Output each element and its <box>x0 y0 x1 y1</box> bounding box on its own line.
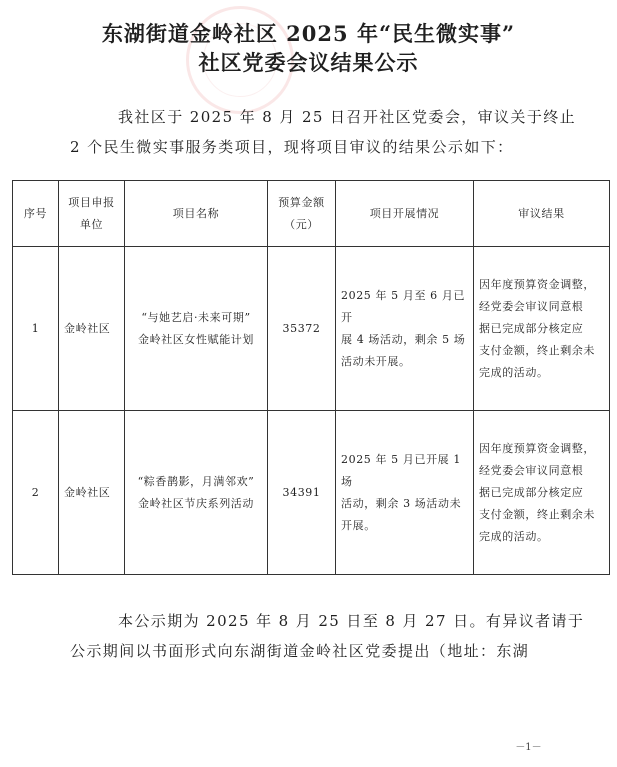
row-budget: 35372 <box>268 247 336 411</box>
page-title-line1: 东湖街道金岭社区 2025 年“民生微实事” <box>101 21 516 46</box>
page-title-line2: 社区党委会议结果公示 <box>198 50 419 75</box>
row-project-name: “与她艺启·未来可期” 金岭社区女性赋能计划 <box>125 247 268 411</box>
row-project-name: “粽香鹊影，月满邻欢” 金岭社区节庆系列活动 <box>125 411 268 575</box>
notice-line2: 公示期间以书面形式向东湖街道金岭社区党委提出（地址：东湖 <box>70 642 530 660</box>
row-seq: 2 <box>13 411 59 575</box>
row-result: 因年度预算资金调整， 经党委会审议同意根 据已完成部分核定应 支付金额，终止剩余未 完成的活动。 <box>474 247 610 411</box>
table-header-row <box>13 181 610 247</box>
header-name: 项目名称 <box>125 181 268 247</box>
header-seq: 序号 <box>13 181 59 247</box>
row-budget: 34391 <box>268 411 336 575</box>
header-result: 审议结果 <box>474 181 610 247</box>
header-unit: 项目申报 单位 <box>59 181 125 247</box>
notice-paragraph <box>70 606 590 666</box>
results-table <box>12 180 610 575</box>
intro-paragraph <box>70 102 590 162</box>
row-seq: 1 <box>13 247 59 411</box>
intro-line1: 我社区于 2025 年 8 月 25 日召开社区党委会，审议关于终止 <box>118 108 577 126</box>
table-row <box>13 411 610 575</box>
row-unit: 金岭社区 <box>59 247 125 411</box>
row-result: 因年度预算资金调整， 经党委会审议同意根 据已完成部分核定应 支付金额，终止剩余未 完成的活动。 <box>474 411 610 575</box>
intro-line2: 2 个民生微实事服务类项目，现将项目审议的结果公示如下： <box>70 138 514 156</box>
notice-line1: 本公示期为 2025 年 8 月 25 日至 8 月 27 日。有异议者请于 <box>118 612 585 630</box>
row-progress: 2025 年 5 月至 6 月已开 展 4 场活动，剩余 5 场 活动未开展。 <box>336 247 474 411</box>
page-number: －1－ <box>515 742 542 753</box>
row-progress: 2025 年 5 月已开展 1 场 活动，剩余 3 场活动未 开展。 <box>336 411 474 575</box>
row-unit: 金岭社区 <box>59 411 125 575</box>
header-budget: 预算金额 （元） <box>268 181 336 247</box>
table-row <box>13 247 610 411</box>
header-progress: 项目开展情况 <box>336 181 474 247</box>
